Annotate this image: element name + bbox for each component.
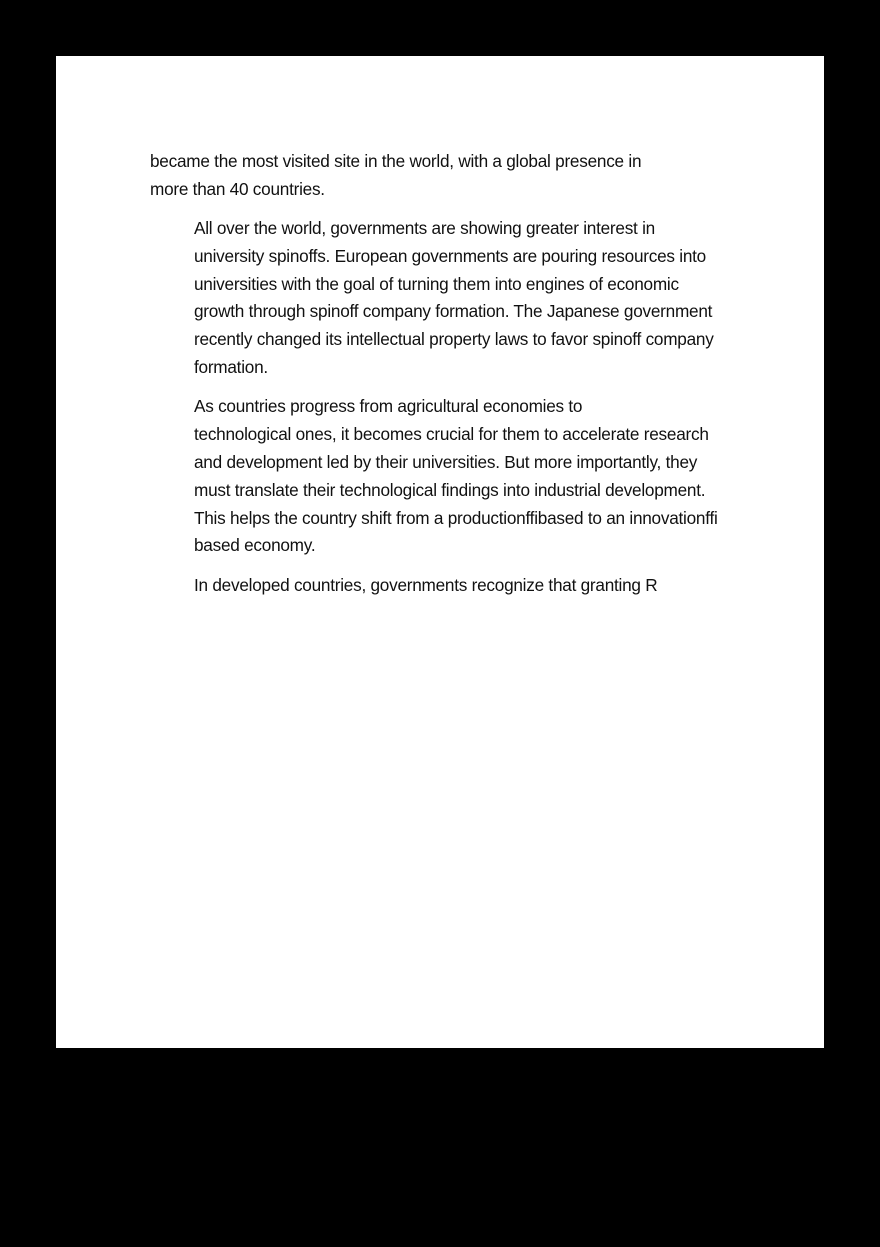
- text-line: became the most visited site in the world, with a global presence in: [150, 151, 642, 171]
- paragraph-4: [150, 572, 750, 600]
- body-text: [150, 148, 750, 611]
- text-line: In developed countries, governments recognize that granting R: [194, 574, 658, 595]
- text-line: formation.: [194, 357, 268, 378]
- text-line: more than 40 countries.: [150, 178, 325, 199]
- text-line: based economy.: [194, 535, 316, 556]
- text-line: As countries progress from agricultural economies to: [194, 396, 583, 417]
- text-line: university spinoffs. European governments are pouring resources into: [194, 245, 706, 266]
- text-line: technological ones, it becomes crucial for them to accelerate research: [194, 424, 709, 445]
- text-line: universities with the goal of turning them into engines of economic: [194, 273, 679, 294]
- document-page: [56, 56, 824, 1048]
- text-line: All over the world, governments are showing greater interest in: [194, 218, 655, 239]
- text-line: growth through spinoff company formation. The Japanese government: [194, 301, 713, 322]
- text-line: This helps the country shift from a productionffibased to an innovationffi: [194, 507, 718, 528]
- paragraph-3: [150, 393, 750, 560]
- text-line: recently changed its intellectual property laws to favor spinoff company: [194, 329, 714, 350]
- text-line: must translate their technological findings into industrial development.: [194, 479, 706, 500]
- text-line: and development led by their universities. But more importantly, they: [194, 451, 698, 472]
- paragraph-2: [150, 215, 750, 382]
- paragraph-1: [150, 148, 750, 204]
